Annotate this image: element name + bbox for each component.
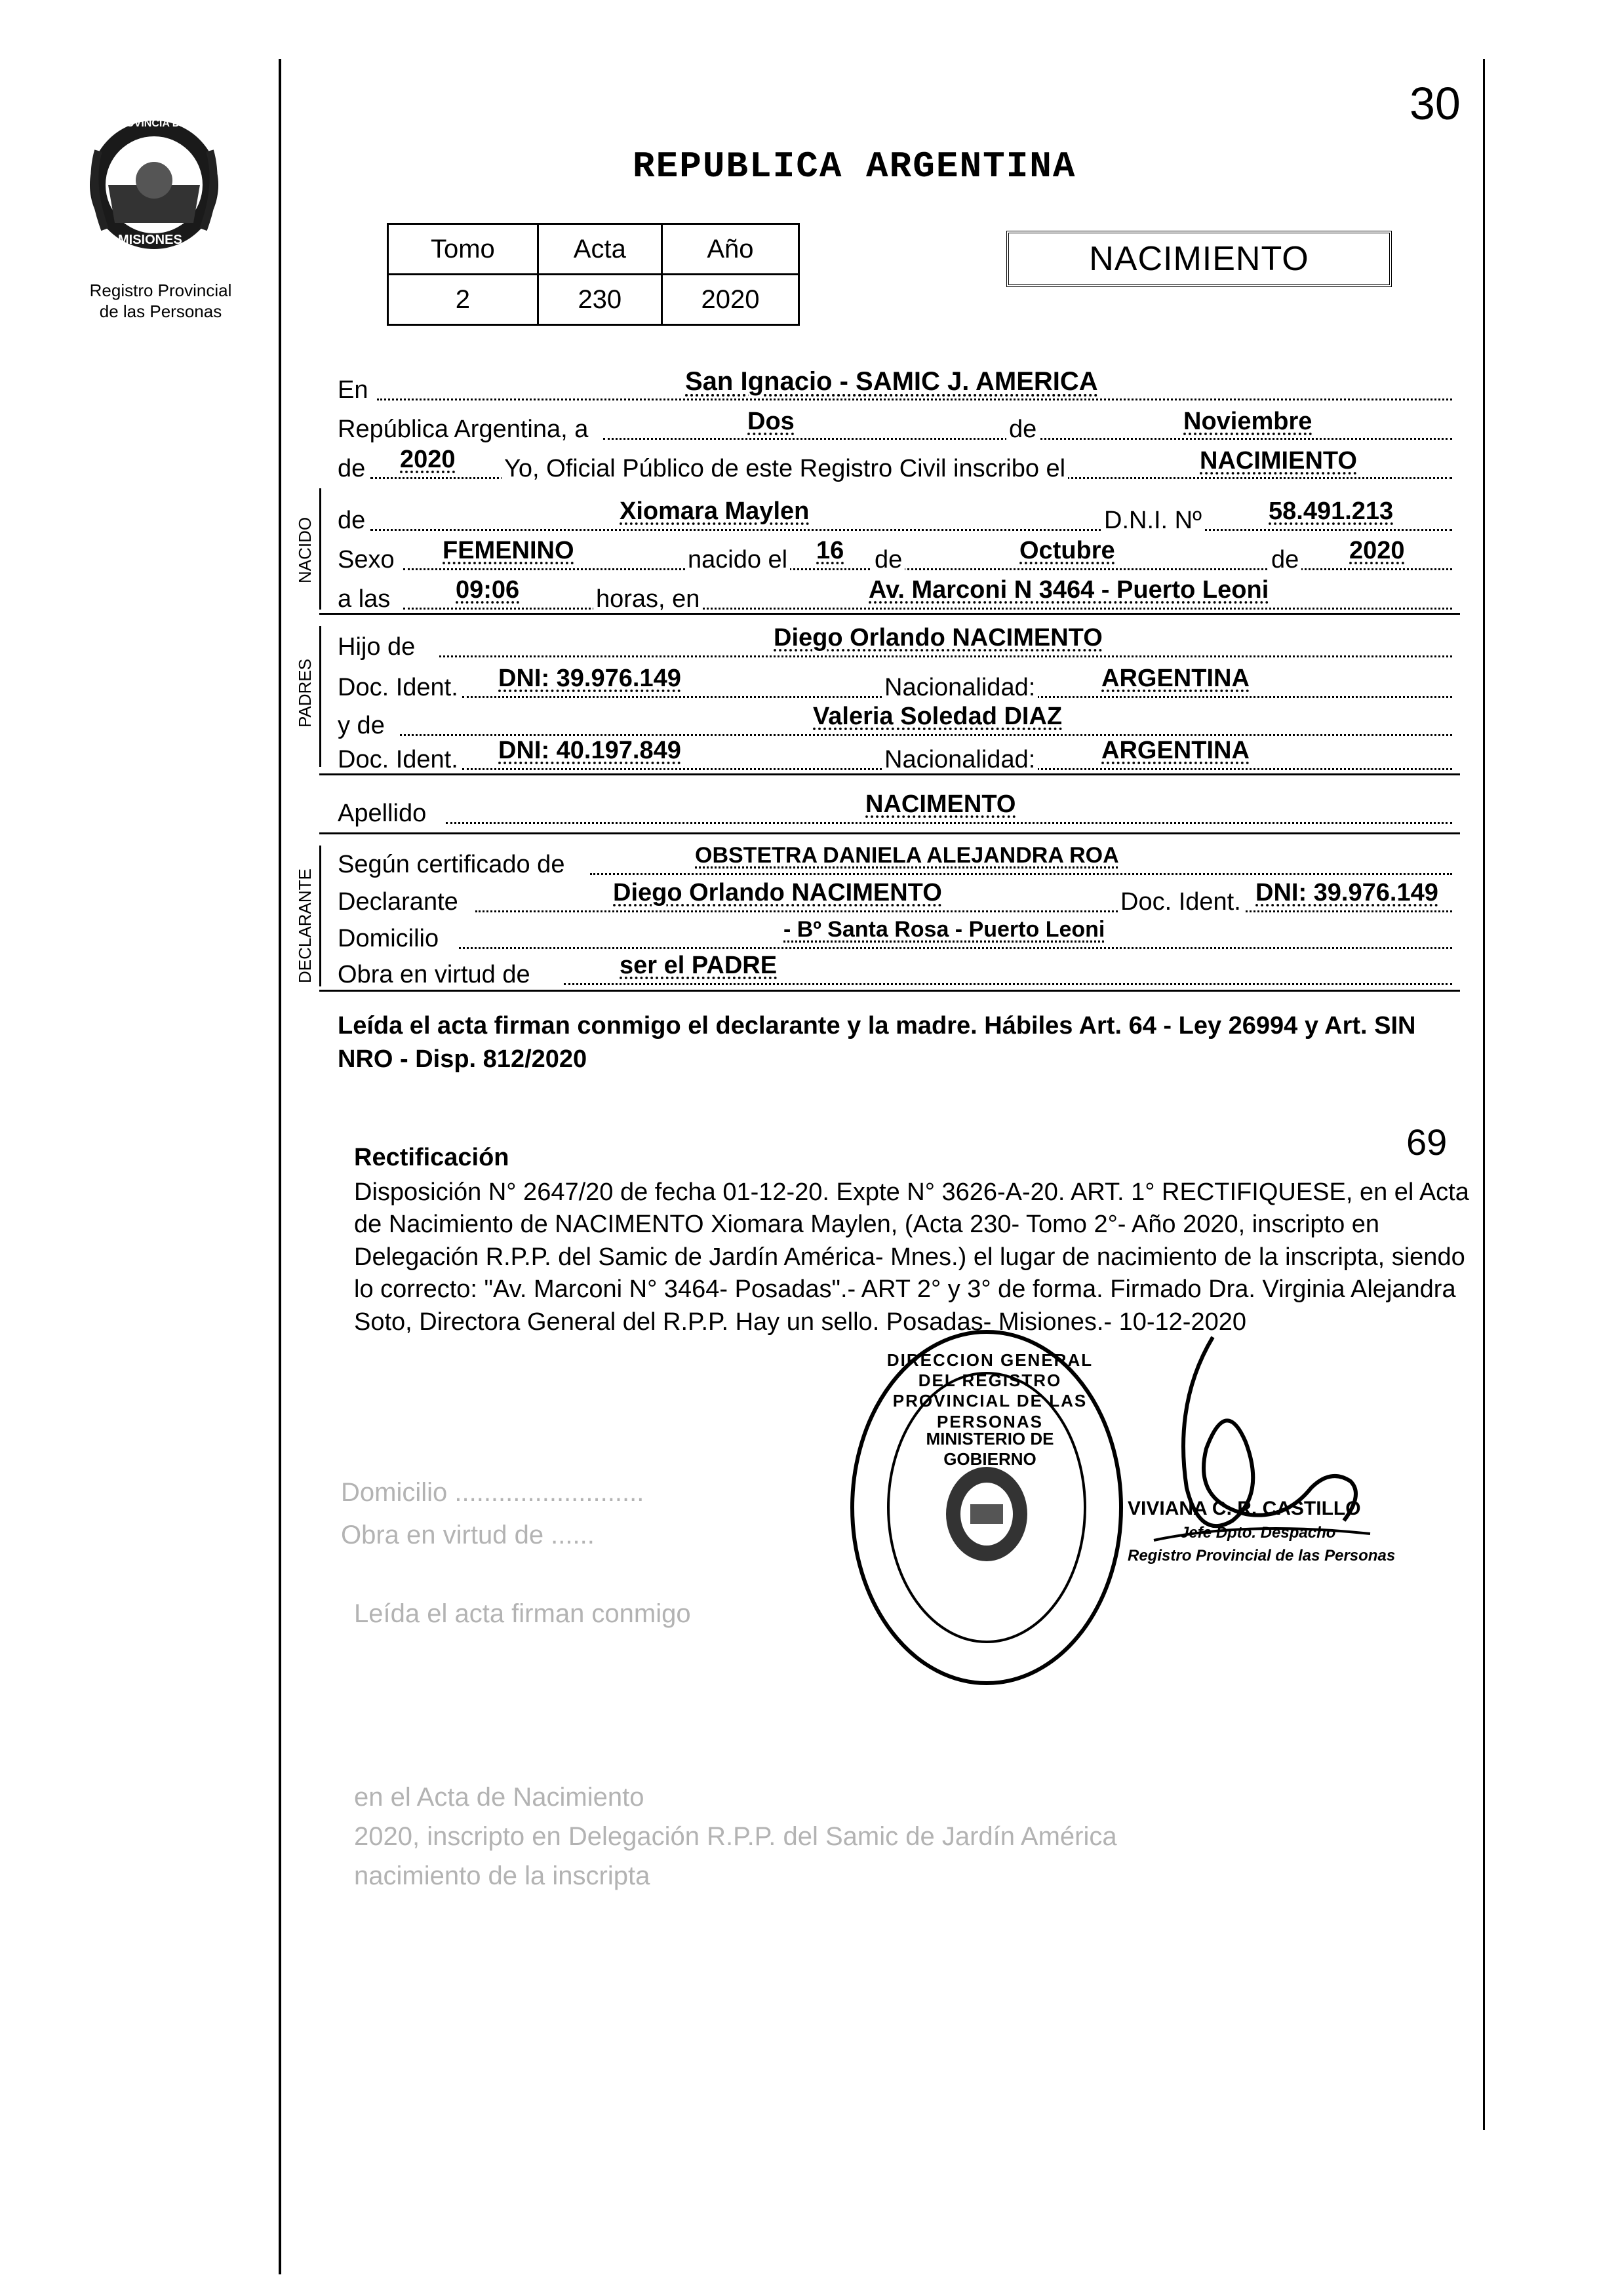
child-name: Xiomara Maylen	[620, 497, 810, 525]
month-value: Noviembre	[1183, 408, 1312, 435]
acta-value: 230	[538, 275, 661, 325]
yo-label: Yo, Oficial Público de este Registro Civil inscribo el	[502, 456, 1068, 481]
acta-margin-number: 69	[1406, 1121, 1448, 1163]
signatory-name: VIVIANA C. R. CASTILLO	[1128, 1498, 1361, 1519]
place-value: San Ignacio - SAMIC J. AMERICA	[685, 367, 1098, 396]
birth-month: Octubre	[1019, 537, 1115, 564]
child-dni: 58.491.213	[1269, 497, 1394, 525]
nacido-separator	[319, 613, 1460, 615]
nacionalidad2-label: Nacionalidad:	[882, 747, 1038, 772]
stamp-ring-text: DIRECCION GENERAL DEL REGISTRO PROVINCIAL DE LAS PERSONAS	[886, 1350, 1094, 1431]
faded-text-line: 2020, inscripto en Delegación R.P.P. del Samic de Jardín América	[354, 1822, 1117, 1851]
logo-text-bottom: MISIONES	[118, 233, 182, 247]
registry-line-2: de las Personas	[99, 302, 222, 321]
closing-text: Leída el acta firman conmigo el declarante y la madre. Hábiles Art. 64 - Ley 26994 y Art. SIN NRO - Disp. 812/2020	[338, 1012, 1416, 1074]
declarante-separator	[319, 990, 1460, 992]
de-label: de	[1006, 417, 1039, 442]
surname-value: NACIMENTO	[865, 790, 1016, 818]
domicilio-label: Domicilio	[338, 925, 439, 952]
anio-value: 2020	[661, 275, 799, 325]
birth-time: 09:06	[456, 576, 520, 604]
mother-doc: DNI: 40.197.849	[498, 737, 681, 764]
year-value: 2020	[400, 446, 456, 473]
apellido-dots	[446, 822, 1452, 824]
acta-header: Acta	[538, 224, 661, 275]
act-value: NACIMIENTO	[1200, 447, 1357, 475]
doc-ident2-label: Doc. Ident.	[338, 746, 458, 773]
declarante-bar	[319, 846, 321, 986]
dni-label: D.N.I. Nº	[1101, 508, 1204, 533]
certificate-value: OBSTETRA DANIELA ALEJANDRA ROA	[695, 843, 1119, 868]
nacido-el-label: nacido el	[685, 547, 790, 572]
sex-value: FEMENINO	[443, 537, 574, 564]
doc-ident-label: Doc. Ident.	[338, 674, 458, 701]
apellido-separator	[319, 832, 1460, 834]
father-name: Diego Orlando NACIMENTO	[774, 624, 1103, 652]
declarante-label: Declarante	[338, 888, 458, 916]
declarante-dots	[475, 910, 1452, 912]
y-de-label: y de	[338, 712, 385, 739]
faded-text-line: nacimiento de la inscripta	[354, 1861, 650, 1890]
de3-label: de	[872, 547, 905, 572]
sexo-label: Sexo	[338, 546, 395, 574]
registry-line-1: Registro Provincial	[89, 281, 232, 300]
tomo-header: Tomo	[388, 224, 538, 275]
hijo-de-label: Hijo de	[338, 633, 416, 661]
a-las-label: a las	[338, 585, 391, 613]
address-value: - Bº Santa Rosa - Puerto Leoni	[783, 917, 1105, 942]
page-number: 30	[1410, 78, 1461, 129]
birth-place: Av. Marconi N 3464 - Puerto Leoni	[869, 576, 1269, 604]
nacido-de-dots	[370, 529, 1452, 531]
domicilio-dots	[459, 947, 1452, 949]
document-type: NACIMIENTO	[1089, 240, 1309, 278]
en-label: En	[338, 376, 368, 404]
doc-ident3-label: Doc. Ident.	[1118, 889, 1244, 914]
anio-header: Año	[661, 224, 799, 275]
stamp-inner-text: MINISTERIO DE GOBIERNO	[926, 1429, 1054, 1469]
mother-name: Valeria Soledad DIAZ	[813, 703, 1063, 730]
obra-dots	[564, 983, 1452, 985]
declarant-name: Diego Orlando NACIMENTO	[613, 879, 942, 906]
faded-text-line: Domicilio ..........................	[341, 1478, 644, 1507]
signatory-org: Registro Provincial de las Personas	[1128, 1547, 1396, 1565]
hijo-de-dots	[439, 655, 1452, 657]
rectification-body: Disposición N° 2647/20 de fecha 01-12-20. Expte N° 3626-A-20. ART. 1° RECTIFIQUESE, en el Acta de Nacimiento de NACIMENTO Xiomara Maylen, (Acta 230- Tomo 2°- Año 2020, inscripto en Delegación R.P.P. del Samic de Jardín América- Mnes.) el lugar de nacimiento de la inscripta, siendo lo correcto: "Av. Marconi N° 3464- Posadas".- ART 2° y 3° de forma. Firmado Dra. Virginia Alejandra Soto, Directora General del R.P.P. Hay un sello. Posadas- Misiones.- 10-12-2020	[354, 1178, 1469, 1336]
nacido-bar	[319, 488, 321, 610]
section-padres-label: PADRES	[295, 659, 315, 728]
segun-label: Según certificado de	[338, 851, 565, 878]
de2-label: de	[338, 455, 366, 482]
padres-bar	[319, 626, 321, 767]
en-dots	[377, 399, 1452, 400]
right-margin-line	[1483, 59, 1485, 2130]
nacido-de-label: de	[338, 507, 366, 534]
left-margin-line	[279, 59, 281, 2274]
obra-label: Obra en virtud de	[338, 961, 530, 988]
segun-dots	[590, 873, 1452, 875]
padres-separator	[319, 773, 1460, 775]
faded-text-line: Leída el acta firman conmigo	[354, 1599, 691, 1628]
father-nationality: ARGENTINA	[1101, 665, 1250, 692]
faded-text-line: Obra en virtud de ......	[341, 1521, 595, 1549]
tomo-value: 2	[388, 275, 538, 325]
a-las-dots	[403, 608, 1452, 610]
republica-label: República Argentina, a	[338, 416, 589, 443]
de4-label: de	[1269, 547, 1301, 572]
section-nacido-label: NACIDO	[295, 516, 315, 583]
country-title: REPUBLICA ARGENTINA	[633, 146, 1076, 187]
mother-nationality: ARGENTINA	[1101, 737, 1250, 764]
section-declarante-label: DECLARANTE	[295, 868, 315, 983]
rectification-title: Rectificación	[354, 1144, 509, 1171]
logo-text-top: PROVINCIA DE	[111, 118, 187, 129]
signatory-role: Jefe Dpto. Despacho	[1180, 1524, 1336, 1542]
document-type-box	[1006, 231, 1392, 287]
nacionalidad-label: Nacionalidad:	[882, 675, 1038, 700]
obra-value: ser el PADRE	[620, 952, 778, 979]
day-value: Dos	[747, 408, 795, 435]
father-doc: DNI: 39.976.149	[498, 665, 681, 692]
horas-en-label: horas, en	[593, 587, 702, 612]
birth-day: 16	[816, 537, 844, 564]
apellido-label: Apellido	[338, 800, 427, 827]
y-de-dots	[400, 734, 1452, 736]
faded-text-line: en el Acta de Nacimiento	[354, 1783, 644, 1812]
birth-year: 2020	[1349, 537, 1405, 564]
volume-table	[387, 223, 800, 326]
declarant-doc: DNI: 39.976.149	[1255, 879, 1438, 906]
